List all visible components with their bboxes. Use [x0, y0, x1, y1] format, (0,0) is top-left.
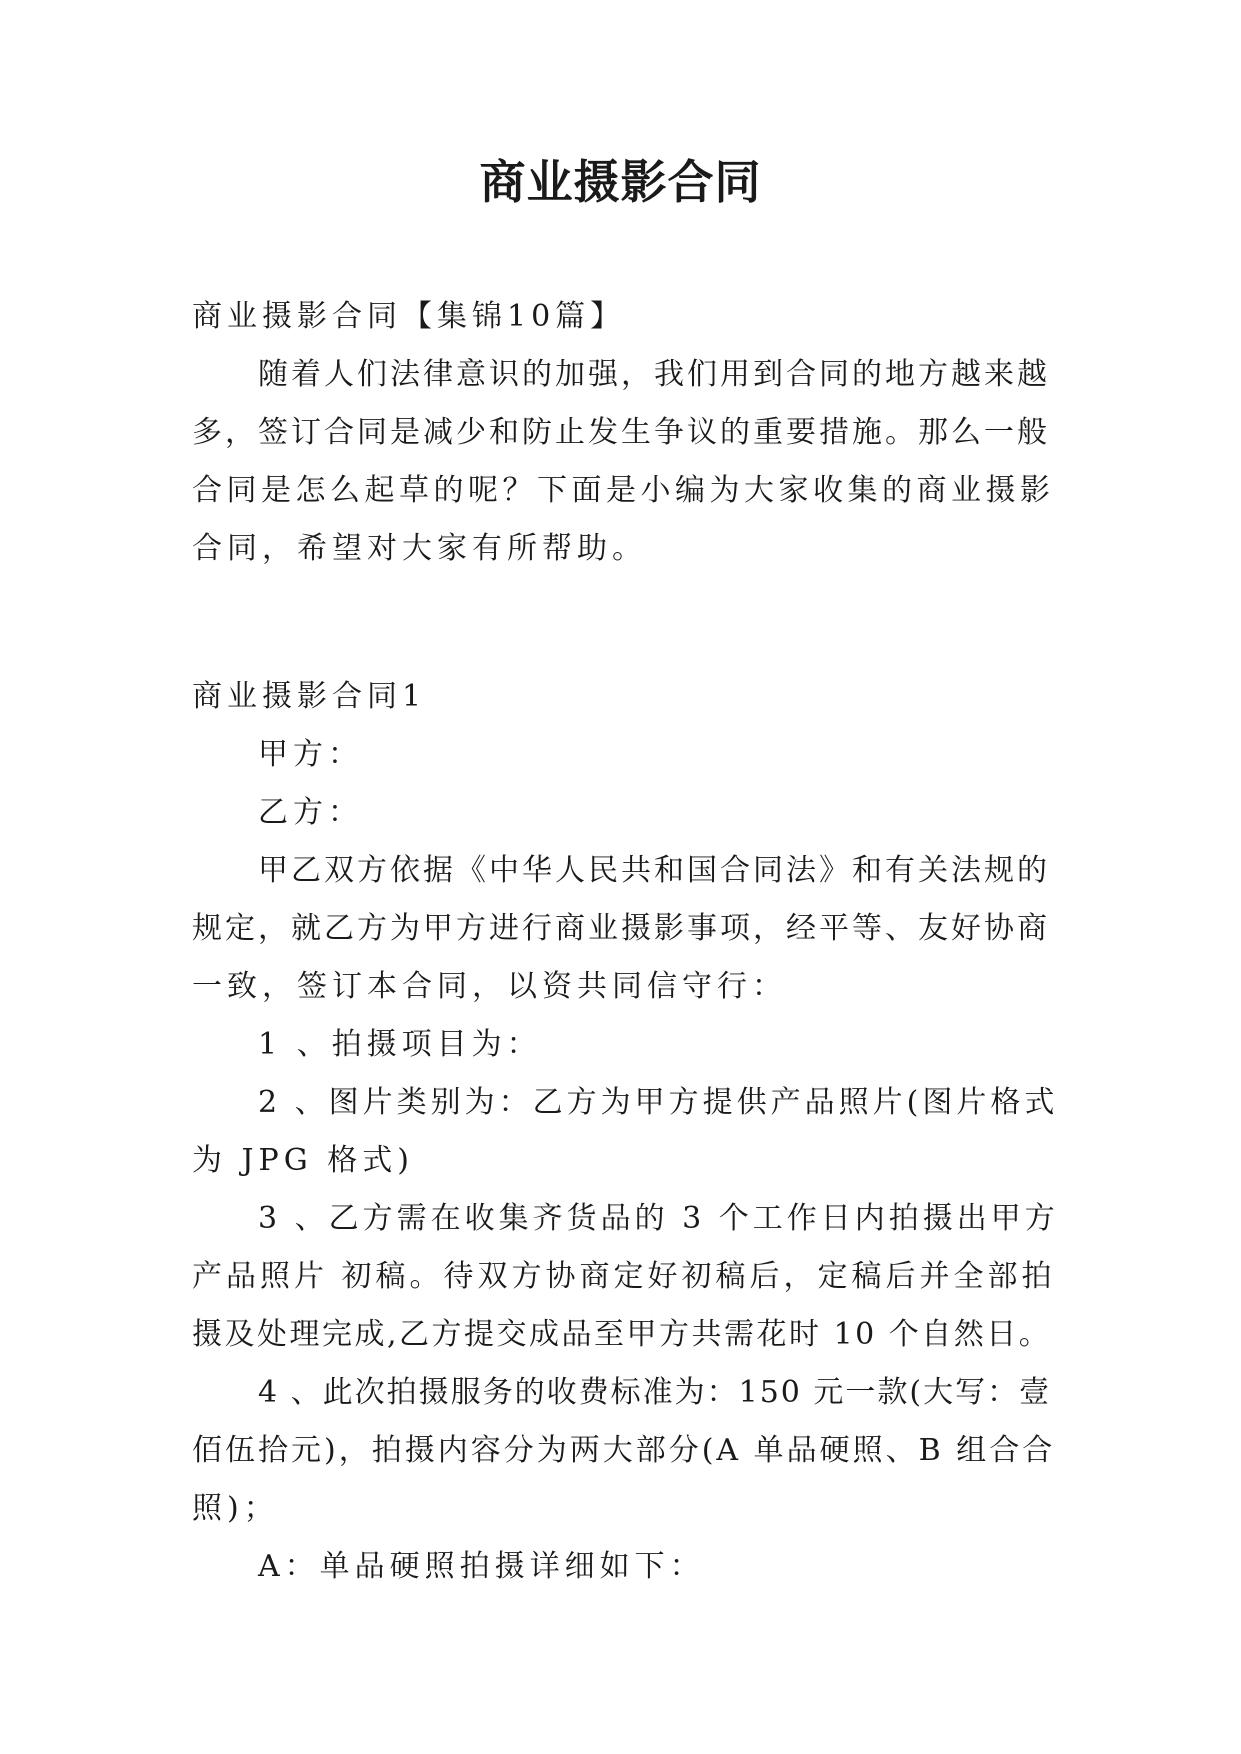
- document-body: [192, 288, 1060, 1596]
- text-line: 合同，希望对大家有所帮助。: [192, 531, 647, 566]
- text-line: 规定，就乙方为甲方进行商业摄影事项，经平等、友好协商: [192, 911, 1050, 946]
- document-title: 商业摄影合同: [479, 155, 762, 209]
- text-line: 随着人们法律意识的加强，我们用到合同的地方越来越: [258, 357, 1050, 392]
- text-line: 乙方：: [258, 795, 363, 830]
- text-line: 摄及处理完成,乙方提交成品至甲方共需花时 10 个自然日。: [192, 1317, 1052, 1352]
- paragraph-gap: [192, 594, 1060, 652]
- text-line: 合同是怎么起草的呢？下面是小编为大家收集的商业摄影: [192, 473, 1055, 508]
- text-line: A：单品硬照拍摄详细如下：: [258, 1549, 705, 1584]
- text-line: 甲方：: [258, 737, 363, 772]
- text-line: 佰伍拾元)，拍摄内容分为两大部分(A 单品硬照、B 组合合: [192, 1433, 1056, 1468]
- text-line: 1 、拍摄项目为：: [258, 1027, 542, 1062]
- text-line: 甲乙双方依据《中华人民共和国合同法》和有关法规的: [258, 853, 1050, 888]
- text-line: 产品照片 初稿。待双方协商定好初稿后，定稿后并全部拍: [192, 1259, 1056, 1294]
- text-line: 商业摄影合同【集锦10篇】: [192, 299, 626, 334]
- text-line: 为 JPG 格式): [192, 1143, 414, 1178]
- text-line: 2 、图片类别为：乙方为甲方提供产品照片(图片格式: [258, 1085, 1059, 1120]
- text-line: 照)；: [192, 1491, 279, 1526]
- text-line: 商业摄影合同1: [192, 679, 427, 714]
- text-line: 4 、此次拍摄服务的收费标准为：150 元一款(大写：壹: [258, 1375, 1052, 1410]
- text-line: 3 、乙方需在收集齐货品的 3 个工作日内拍摄出甲方: [258, 1201, 1059, 1236]
- text-line: 一致，签订本合同，以资共同信守行：: [192, 969, 787, 1004]
- text-line: 多，签订合同是减少和防止发生争议的重要措施。那么一般: [192, 415, 1050, 450]
